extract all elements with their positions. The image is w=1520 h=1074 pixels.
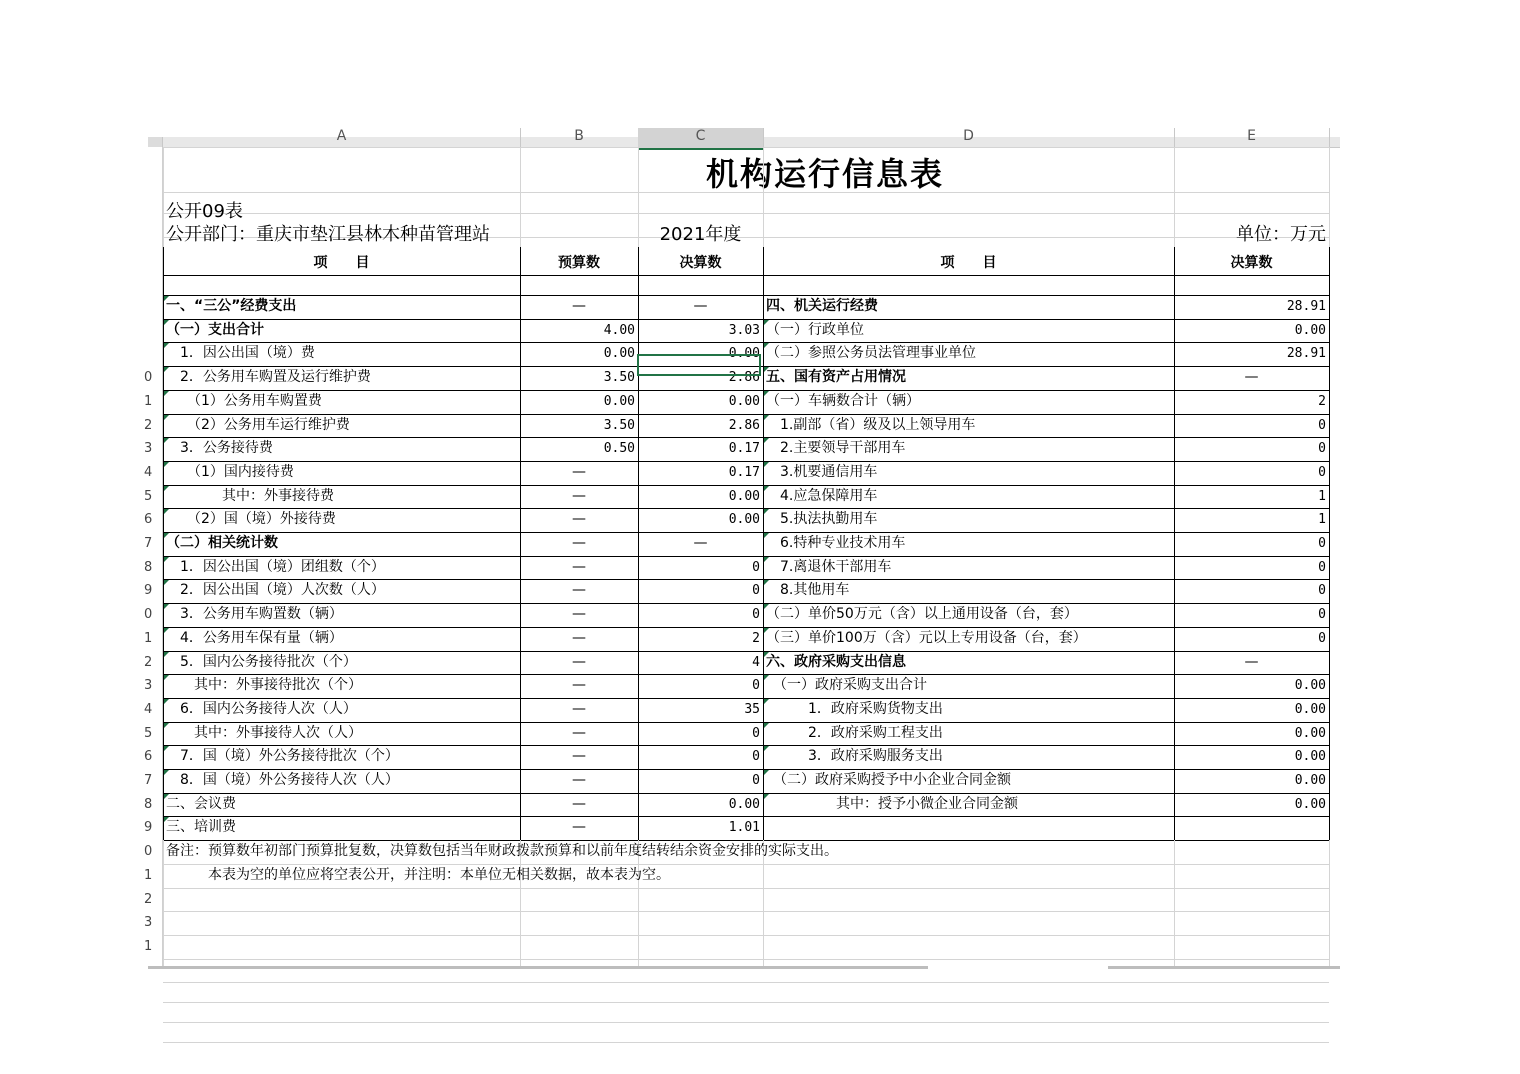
row-number[interactable]: 1: [144, 630, 153, 646]
row-number[interactable]: 1: [144, 867, 153, 883]
left-row-final[interactable]: 0.17: [728, 464, 760, 480]
left-row-final[interactable]: —: [693, 298, 708, 314]
right-row-label[interactable]: 3．政府采购服务支出: [766, 748, 943, 765]
right-row-label[interactable]: [766, 816, 1171, 839]
error-indicator: [764, 746, 769, 751]
left-row-final[interactable]: 0: [752, 773, 760, 788]
error-indicator: [164, 817, 169, 822]
left-row-label[interactable]: 三、培训费: [166, 819, 236, 836]
error-indicator: [764, 533, 769, 538]
row-number[interactable]: 2: [144, 417, 153, 433]
left-row-final[interactable]: 0: [752, 607, 760, 623]
left-row-budget[interactable]: —: [572, 558, 586, 575]
right-row-label[interactable]: （三）单价100万（含）元以上专用设备（台，套）: [766, 629, 1087, 646]
grid-line-h: [163, 911, 1329, 912]
left-row-label[interactable]: （1）公务用车购置费: [166, 392, 322, 409]
right-row-label[interactable]: 7.离退休干部用车: [766, 558, 892, 575]
right-row-value[interactable]: 0: [1318, 464, 1326, 480]
column-header-d[interactable]: D: [763, 128, 1175, 148]
left-row-label[interactable]: 6．国内公务接待人次（人）: [166, 700, 357, 717]
error-indicator: [164, 367, 169, 372]
left-row-final[interactable]: 35: [744, 701, 760, 717]
right-row-label[interactable]: （二）政府采购授予中小企业合同金额: [766, 772, 1011, 788]
error-indicator: [764, 628, 769, 633]
left-row-final[interactable]: 2.86: [728, 417, 760, 433]
right-row-value[interactable]: 0: [1318, 583, 1326, 599]
error-indicator: [164, 509, 169, 514]
row-number[interactable]: 7: [144, 773, 153, 788]
error-indicator: [164, 723, 169, 728]
table-border-v: [638, 247, 639, 840]
error-indicator: [164, 604, 169, 609]
right-row-value[interactable]: 0: [1318, 630, 1326, 646]
left-row-label[interactable]: 1．因公出国（境）费: [166, 345, 315, 362]
error-indicator: [164, 320, 169, 325]
error-indicator: [764, 604, 769, 609]
horizontal-scrollbar[interactable]: [148, 966, 928, 969]
row-number[interactable]: 4: [144, 701, 153, 717]
left-row-budget[interactable]: —: [572, 700, 586, 717]
left-row-final[interactable]: 0: [752, 678, 760, 694]
left-row-budget[interactable]: —: [572, 606, 586, 623]
error-indicator: [764, 486, 769, 491]
left-row-budget[interactable]: —: [572, 724, 586, 741]
left-row-budget[interactable]: —: [572, 463, 586, 480]
error-indicator: [164, 533, 169, 538]
right-row-label[interactable]: 2.主要领导干部用车: [766, 440, 906, 457]
row-number[interactable]: 2: [144, 654, 153, 670]
grid-line-h: [163, 147, 1329, 148]
row-number[interactable]: 5: [144, 488, 153, 504]
left-row-budget[interactable]: —: [572, 487, 586, 504]
table-border-right: [1329, 247, 1330, 840]
left-row-budget[interactable]: —: [572, 748, 586, 765]
left-row-budget[interactable]: —: [572, 795, 586, 812]
note-text[interactable]: 备注：预算数年初部门预算批复数，决算数包括当年财政拨款预算和以前年度结转结余资金安排的实际支出。: [166, 843, 838, 860]
error-indicator: [164, 415, 169, 420]
note-text[interactable]: 本表为空的单位应将空表公开，并注明：本单位无相关数据，故本表为空。: [166, 866, 670, 883]
right-row-value[interactable]: 1: [1318, 488, 1326, 504]
left-row-budget[interactable]: 0.50: [603, 441, 635, 457]
error-indicator: [764, 770, 769, 775]
right-row-label[interactable]: （一）行政单位: [766, 321, 864, 338]
right-row-label[interactable]: （一）政府采购支出合计: [766, 677, 927, 694]
error-indicator: [164, 770, 169, 775]
row-number[interactable]: 2: [144, 891, 153, 907]
left-row-label[interactable]: 其中：外事接待批次（个）: [166, 677, 362, 694]
right-row-value[interactable]: 28.91: [1286, 346, 1326, 362]
error-indicator: [164, 580, 169, 585]
left-row-label[interactable]: 7．国（境）外公务接待批次（个）: [166, 748, 399, 765]
right-row-label[interactable]: 8.其他用车: [766, 582, 850, 599]
left-row-final[interactable]: 0.17: [728, 441, 760, 457]
row-number[interactable]: 7: [144, 536, 153, 551]
left-row-final[interactable]: 0.00: [728, 488, 760, 504]
error-indicator: [164, 557, 169, 562]
row-header-bar[interactable]: [144, 147, 163, 969]
error-indicator: [764, 675, 769, 680]
left-row-final[interactable]: 0: [752, 583, 760, 599]
grid-line-h: [163, 1042, 1329, 1043]
error-indicator: [164, 343, 169, 348]
table-border-v: [520, 247, 521, 840]
row-number[interactable]: 3: [144, 678, 153, 694]
left-row-budget[interactable]: 3.50: [603, 370, 635, 386]
left-row-budget[interactable]: —: [572, 772, 586, 788]
left-row-label[interactable]: 其中：外事接待人次（人）: [166, 724, 362, 741]
right-row-value[interactable]: 0: [1318, 559, 1326, 575]
left-row-budget[interactable]: —: [572, 298, 586, 314]
row-number[interactable]: 6: [144, 512, 153, 528]
grid-line-h: [163, 959, 1329, 960]
grid-line-h: [163, 1022, 1329, 1023]
row-number[interactable]: 1: [144, 393, 153, 409]
left-row-budget[interactable]: —: [572, 653, 586, 670]
spreadsheet[interactable]: [144, 128, 1340, 969]
error-indicator: [764, 320, 769, 325]
error-indicator: [164, 438, 169, 443]
left-row-label[interactable]: 4．公务用车保有量（辆）: [166, 629, 343, 646]
table-code[interactable]: 公开09表: [166, 201, 243, 222]
left-row-budget[interactable]: —: [572, 629, 586, 646]
error-indicator: [164, 794, 169, 799]
left-row-final[interactable]: 0.00: [728, 796, 760, 812]
right-row-label[interactable]: 四、机关运行经费: [766, 298, 878, 314]
row-number[interactable]: 6: [144, 749, 153, 765]
left-row-final[interactable]: 0.00: [728, 512, 760, 528]
grid-line-h: [163, 1002, 1329, 1003]
right-row-value[interactable]: 0: [1318, 441, 1326, 457]
header-budget[interactable]: 预算数: [558, 255, 600, 271]
left-row-budget[interactable]: 0.00: [603, 346, 635, 362]
right-row-label[interactable]: 1．政府采购货物支出: [766, 700, 943, 717]
sheet-title: 机构运行信息表: [705, 155, 944, 193]
right-row-value[interactable]: [1177, 816, 1326, 839]
row-number[interactable]: 0: [144, 370, 153, 386]
grid-line-h: [163, 275, 1329, 276]
year-label[interactable]: 2021年度: [659, 224, 742, 245]
right-row-label[interactable]: 2．政府采购工程支出: [766, 724, 943, 741]
right-row-label[interactable]: 六、政府采购支出信息: [766, 653, 906, 670]
error-indicator: [764, 367, 769, 372]
left-row-label[interactable]: （二）相关统计数: [166, 535, 278, 551]
left-row-label[interactable]: 2．因公出国（境）人次数（人）: [166, 582, 385, 599]
left-row-budget[interactable]: —: [572, 582, 586, 599]
left-row-final[interactable]: 0.00: [728, 346, 760, 362]
row-number[interactable]: 5: [144, 725, 153, 741]
header-item-left[interactable]: 项 目: [313, 255, 370, 271]
grid-line-h: [163, 935, 1329, 936]
right-row-value[interactable]: —: [1244, 653, 1259, 670]
column-header-b[interactable]: B: [520, 128, 639, 148]
row-number[interactable]: 3: [144, 915, 153, 931]
left-row-label[interactable]: 1．因公出国（境）团组数（个）: [166, 558, 385, 575]
error-indicator: [164, 699, 169, 704]
error-indicator: [764, 391, 769, 396]
right-row-value[interactable]: 28.91: [1286, 299, 1326, 314]
error-indicator: [164, 746, 169, 751]
error-indicator: [764, 557, 769, 562]
row-number[interactable]: 1: [144, 938, 153, 954]
header-item-right[interactable]: 项 目: [940, 255, 997, 271]
right-row-value[interactable]: 0.00: [1294, 796, 1326, 812]
right-row-label[interactable]: 1.副部（省）级及以上领导用车: [766, 416, 976, 433]
left-row-final[interactable]: 3.03: [728, 322, 760, 338]
row-number[interactable]: 0: [144, 844, 153, 860]
column-header-c[interactable]: C: [638, 128, 764, 150]
row-number[interactable]: 8: [144, 559, 153, 575]
right-row-label[interactable]: 五、国有资产占用情况: [766, 369, 906, 386]
error-indicator: [764, 415, 769, 420]
left-row-budget[interactable]: —: [572, 819, 586, 836]
grid-line-h: [163, 192, 1329, 193]
error-indicator: [764, 462, 769, 467]
right-row-value[interactable]: 0.00: [1294, 725, 1326, 741]
column-header-e[interactable]: E: [1174, 128, 1330, 148]
right-row-value[interactable]: 0.00: [1294, 701, 1326, 717]
left-row-label[interactable]: 2．公务用车购置及运行维护费: [166, 369, 371, 386]
grid-line-h: [163, 888, 1329, 889]
right-row-value[interactable]: 0.00: [1294, 773, 1326, 788]
row-number[interactable]: 9: [144, 820, 153, 836]
error-indicator: [764, 438, 769, 443]
right-row-value[interactable]: 0: [1318, 536, 1326, 551]
left-row-label[interactable]: 3．公务接待费: [166, 440, 273, 457]
right-row-value[interactable]: 0: [1318, 607, 1326, 623]
left-row-final[interactable]: 0: [752, 559, 760, 575]
left-row-budget[interactable]: —: [572, 535, 586, 551]
left-row-final[interactable]: 1.01: [728, 820, 760, 836]
row-number[interactable]: 8: [144, 796, 153, 812]
left-row-label[interactable]: 8．国（境）外公务接待人次（人）: [166, 772, 399, 788]
row-number[interactable]: 0: [144, 607, 153, 623]
right-row-value[interactable]: 2: [1318, 393, 1326, 409]
left-row-budget[interactable]: 3.50: [603, 417, 635, 433]
right-row-value[interactable]: 0.00: [1294, 678, 1326, 694]
error-indicator: [764, 723, 769, 728]
left-row-budget[interactable]: 4.00: [603, 322, 635, 338]
error-indicator: [764, 343, 769, 348]
right-row-label[interactable]: 5.执法执勤用车: [766, 511, 878, 528]
left-row-final[interactable]: 0: [752, 725, 760, 741]
left-row-final[interactable]: 0.00: [728, 393, 760, 409]
row-number[interactable]: 4: [144, 464, 153, 480]
error-indicator: [164, 462, 169, 467]
department-label[interactable]: 公开部门：重庆市垫江县林木种苗管理站: [166, 224, 490, 245]
left-row-budget[interactable]: —: [572, 677, 586, 694]
error-indicator: [164, 486, 169, 491]
header-right-final[interactable]: 决算数: [1230, 255, 1273, 271]
left-row-budget[interactable]: 0.00: [603, 393, 635, 409]
right-row-value[interactable]: 0.00: [1294, 749, 1326, 765]
unit-label[interactable]: 单位：万元: [1236, 224, 1326, 245]
right-row-label[interactable]: 4.应急保障用车: [766, 487, 878, 504]
error-indicator: [164, 628, 169, 633]
table-border-v: [1174, 247, 1175, 840]
left-row-label[interactable]: 5．国内公务接待批次（个）: [166, 653, 357, 670]
cell-grid[interactable]: [163, 147, 1329, 969]
left-row-label[interactable]: （2）国（境）外接待费: [166, 511, 336, 528]
error-indicator: [764, 580, 769, 585]
left-row-final[interactable]: —: [693, 535, 708, 551]
right-row-value[interactable]: 1: [1318, 512, 1326, 528]
left-row-label[interactable]: （2）公务用车运行维护费: [166, 416, 350, 433]
row-number[interactable]: 9: [144, 583, 153, 599]
left-row-budget[interactable]: —: [572, 511, 586, 528]
error-indicator: [764, 794, 769, 799]
right-row-value[interactable]: 0: [1318, 417, 1326, 433]
error-indicator: [764, 652, 769, 657]
left-row-label[interactable]: 其中：外事接待费: [166, 487, 334, 504]
left-row-label[interactable]: 3．公务用车购置数（辆）: [166, 606, 343, 623]
left-row-final[interactable]: 2.86: [728, 370, 760, 386]
row-number[interactable]: 3: [144, 441, 153, 457]
right-row-value[interactable]: 0.00: [1294, 322, 1326, 338]
header-final[interactable]: 决算数: [679, 255, 722, 271]
grid-line-h: [163, 982, 1329, 983]
right-row-label[interactable]: 6.特种专业技术用车: [766, 535, 906, 551]
error-indicator: [164, 391, 169, 396]
left-row-final[interactable]: 2: [752, 630, 760, 646]
horizontal-scrollbar-right[interactable]: [1108, 966, 1340, 969]
right-row-label[interactable]: （二）参照公务员法管理事业单位: [766, 345, 976, 362]
error-indicator: [764, 509, 769, 514]
select-all-corner[interactable]: [148, 137, 163, 147]
right-row-label[interactable]: 3.机要通信用车: [766, 463, 878, 480]
left-row-final[interactable]: 0: [752, 749, 760, 765]
left-row-final[interactable]: 4: [752, 654, 760, 670]
left-row-label[interactable]: （1）国内接待费: [166, 463, 294, 480]
left-row-label[interactable]: 一、“三公”经费支出: [166, 298, 297, 314]
right-row-label[interactable]: （一）车辆数合计（辆）: [766, 392, 920, 409]
right-row-value[interactable]: —: [1244, 369, 1259, 386]
error-indicator: [164, 652, 169, 657]
left-row-label[interactable]: 二、会议费: [166, 795, 236, 812]
error-indicator: [764, 699, 769, 704]
error-indicator: [164, 675, 169, 680]
column-header-a[interactable]: A: [163, 128, 521, 148]
right-row-label[interactable]: 其中：授予小微企业合同金额: [766, 795, 1018, 812]
right-row-label[interactable]: （二）单价50万元（含）以上通用设备（台，套）: [766, 606, 1078, 623]
left-row-label[interactable]: （一）支出合计: [166, 321, 264, 338]
error-indicator: [164, 296, 169, 301]
